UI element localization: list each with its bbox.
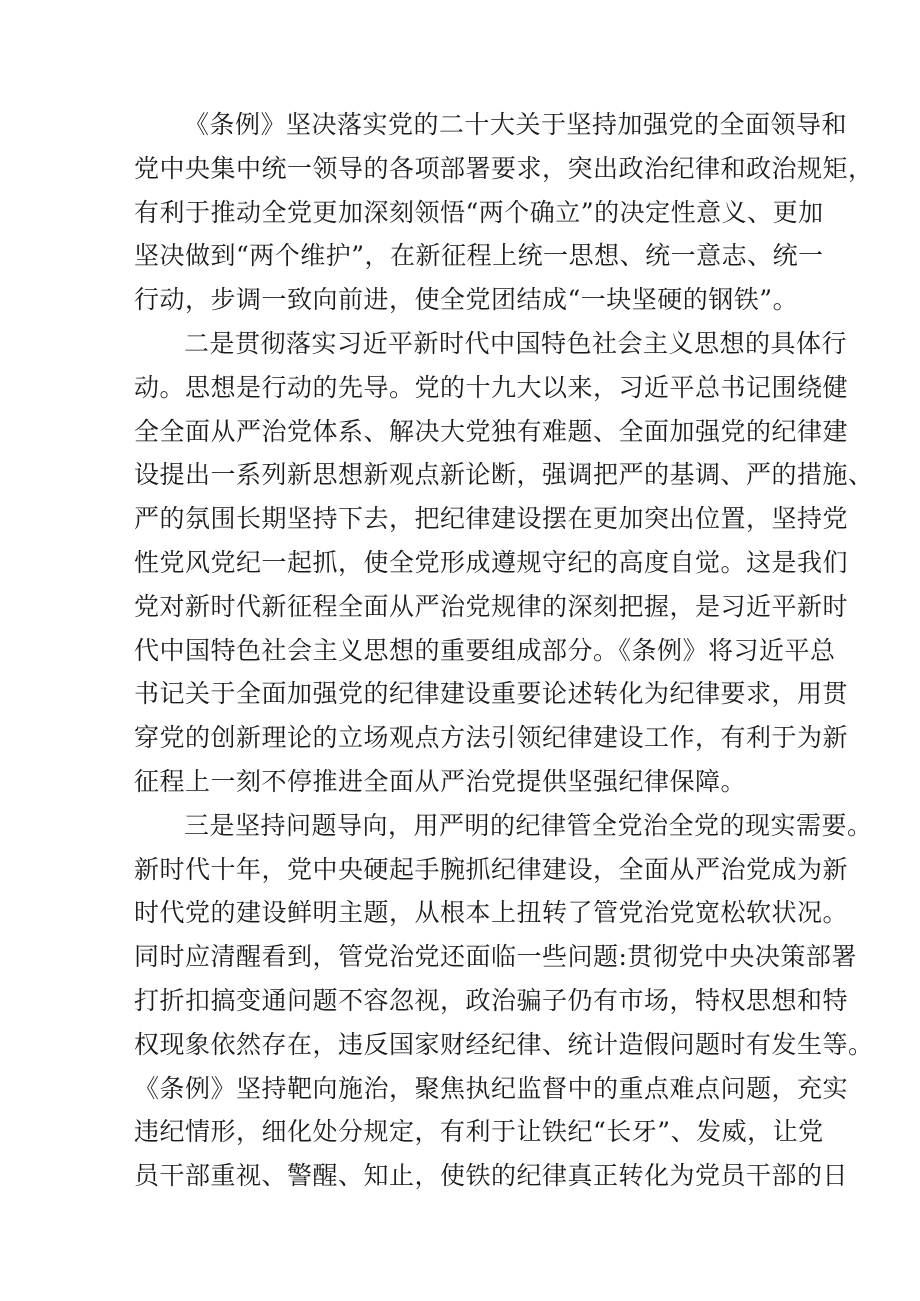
paragraph-2-line-8: 代中国特色社会主义思想的重要组成部分。《条例》将习近平总 bbox=[134, 635, 836, 665]
paragraph-1-line-5: 行动，步调一致向前进，使全党团结成“一块坚硬的钢铁”。 bbox=[134, 285, 799, 315]
paragraph-2-line-9: 书记关于全面加强党的纪律建设重要论述转化为纪律要求，用贯 bbox=[134, 679, 849, 709]
paragraph-2-line-5: 严的氛围长期坚持下去，把纪律建设摆在更加突出位置，坚持党 bbox=[134, 504, 849, 534]
paragraph-1-line-3: 有利于推动全党更加深刻领悟“两个确立”的决定性意义、更加 bbox=[134, 197, 824, 227]
paragraph-1-line-4: 坚决做到“两个维护”，在新征程上统一思想、统一意志、统一 bbox=[134, 241, 824, 271]
paragraph-3-line-6: 权现象依然存在，违反国家财经纪律、统计造假问题时有发生等。 bbox=[134, 1029, 874, 1059]
paragraph-2-line-2: 动。思想是行动的先导。党的十九大以来，习近平总书记围绕健 bbox=[134, 372, 849, 402]
paragraph-2-line-1: 二是贯彻落实习近平新时代中国特色社会主义思想的具体行 bbox=[184, 328, 848, 358]
paragraph-1-line-1: 《条例》坚决落实党的二十大关于坚持加强党的全面领导和 bbox=[184, 110, 848, 139]
paragraph-3-line-8: 违纪情形，细化处分规定，有利于让铁纪“长牙”、发威，让党 bbox=[134, 1117, 824, 1147]
paragraph-1-line-2: 党中央集中统一领导的各项部署要求，突出政治纪律和政治规矩， bbox=[134, 153, 874, 183]
paragraph-2-line-10: 穿党的创新理论的立场观点方法引领纪律建设工作，有利于为新 bbox=[134, 723, 849, 753]
paragraph-3-line-7: 《条例》坚持靶向施治，聚焦执纪监督中的重点难点问题，充实 bbox=[134, 1073, 849, 1103]
paragraph-3-line-9: 员干部重视、警醒、知止，使铁的纪律真正转化为党员干部的日 bbox=[134, 1161, 849, 1191]
paragraph-3-line-5: 打折扣搞变通问题不容忽视，政治骗子仍有市场，特权思想和特 bbox=[134, 985, 849, 1015]
paragraph-2-line-6: 性党风党纪一起抓，使全党形成遵规守纪的高度自觉。这是我们 bbox=[134, 547, 849, 577]
paragraph-3-line-4: 同时应清醒看到，管党治党还面临一些问题:贯彻党中央决策部署 bbox=[134, 942, 857, 972]
paragraph-3-line-1: 三是坚持问题导向，用严明的纪律管全党治全党的现实需要。 bbox=[184, 810, 873, 840]
paragraph-2-line-3: 全全面从严治党体系、解决大党独有难题、全面加强党的纪律建 bbox=[134, 416, 849, 446]
paragraph-2-line-7: 党对新时代新征程全面从严治党规律的深刻把握，是习近平新时 bbox=[134, 591, 849, 621]
paragraph-2-line-11: 征程上一刻不停推进全面从严治党提供坚强纪律保障。 bbox=[134, 766, 747, 796]
document-body bbox=[134, 103, 874, 1198]
paragraph-3-line-2: 新时代十年，党中央硬起手腕抓纪律建设，全面从严治党成为新 bbox=[134, 854, 849, 884]
paragraph-3-line-3: 时代党的建设鲜明主题，从根本上扭转了管党治党宽松软状况。 bbox=[134, 898, 849, 928]
paragraph-2-line-4: 设提出一系列新思想新观点新论断，强调把严的基调、严的措施、 bbox=[134, 460, 874, 490]
